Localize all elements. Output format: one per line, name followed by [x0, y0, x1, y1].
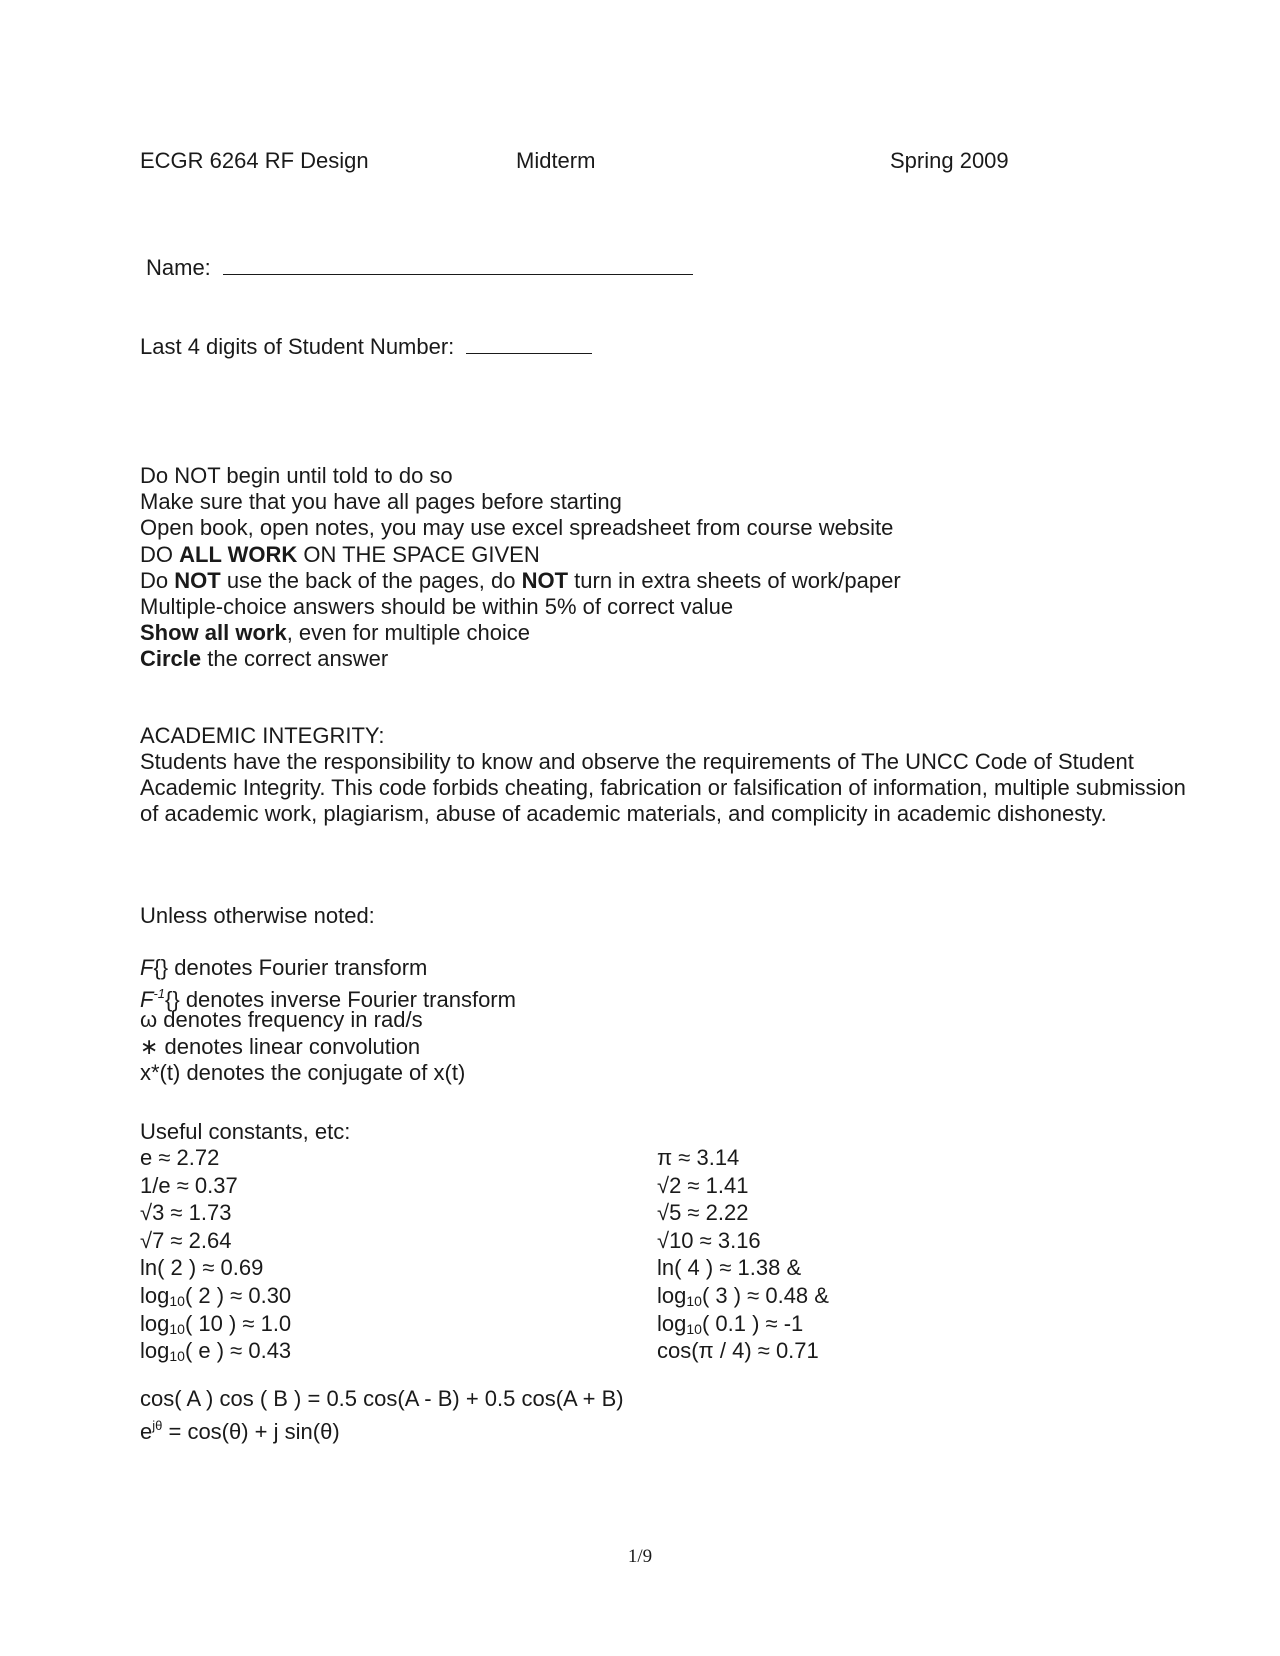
course-title: ECGR 6264 RF Design [140, 148, 369, 173]
student-number-blank[interactable] [466, 333, 592, 354]
text-run: ( 10 ) ≈ 1.0 [184, 1310, 292, 1336]
subscript: 10 [169, 1320, 185, 1337]
instruction-line: Open book, open notes, you may use excel spreadsheet from course website [140, 515, 894, 541]
bold-run: ALL WORK [179, 541, 298, 567]
page-number: 1/9 [627, 1546, 653, 1567]
student-number-field [140, 333, 592, 360]
notation-list [140, 955, 1200, 1086]
text-run: turn in extra sheets of work/paper [568, 567, 901, 593]
text-run: = cos(θ) + j sin(θ) [162, 1419, 340, 1444]
text-run: ( 2 ) ≈ 0.30 [184, 1282, 292, 1308]
identity-product: cos( A ) cos ( B ) = 0.5 cos(A - B) + 0.5 cos(A + B) [140, 1386, 624, 1411]
subscript: 10 [169, 1348, 185, 1365]
constant-item: cos(π / 4) ≈ 0.71 [657, 1338, 819, 1364]
term-label: Spring 2009 [890, 148, 1009, 173]
text-run: Do [140, 567, 175, 593]
integrity-heading: ACADEMIC INTEGRITY: [140, 723, 385, 748]
subscript: 10 [686, 1320, 702, 1337]
text-run: log [140, 1282, 170, 1308]
student-number-label: Last 4 digits of Student Number: [140, 334, 455, 359]
constant-item: √5 ≈ 2.22 [657, 1200, 749, 1226]
notation-line [140, 981, 1200, 1013]
text-run: e [140, 1419, 153, 1444]
text-run: ( 0.1 ) ≈ -1 [701, 1310, 804, 1336]
inverse-fourier-symbol: F [140, 987, 154, 1013]
subscript: 10 [169, 1292, 185, 1309]
constant-item: √2 ≈ 1.41 [657, 1172, 749, 1198]
instruction-line [140, 568, 1200, 594]
text-run: log [657, 1282, 687, 1308]
identity-euler [140, 1413, 340, 1445]
constant-item: ln( 4 ) ≈ 1.38 & [657, 1255, 802, 1281]
integrity-paragraph: Students have the responsibility to know and observe the requirements of The UNCC Code of Student Academic Integrity. This code forbids cheating, fabrication or falsification of information, multiple submission of academic work, plagiarism, abuse of academic materials, and complicity in academic dishonesty. [140, 749, 1186, 827]
constant-item: π ≈ 3.14 [657, 1145, 740, 1170]
text-run: use the back of the pages, do [220, 567, 522, 593]
constant-item: e ≈ 2.72 [140, 1145, 220, 1170]
superscript: jθ [152, 1418, 163, 1433]
constant-item [140, 1338, 291, 1366]
text-run: log [140, 1310, 170, 1336]
bold-run: NOT [174, 567, 221, 593]
text-run: , even for multiple choice [286, 620, 531, 646]
constants-right-column [657, 1145, 829, 1366]
constants-heading: Useful constants, etc: [140, 1119, 351, 1144]
text-run: the correct answer [201, 646, 389, 672]
notation-heading: Unless otherwise noted: [140, 903, 375, 928]
text-run: ON THE SPACE GIVEN [297, 541, 540, 567]
notation-line: ∗ denotes linear convolution [140, 1033, 421, 1059]
name-field [146, 254, 693, 281]
notation-line: ω denotes frequency in rad/s [140, 1007, 423, 1033]
constant-item: √10 ≈ 3.16 [657, 1227, 761, 1253]
instruction-line: Do NOT begin until told to do so [140, 463, 453, 488]
constant-item [657, 1311, 829, 1339]
instruction-line [140, 646, 1200, 672]
text-run: {} denotes inverse Fourier transform [165, 987, 516, 1013]
text-run: ( e ) ≈ 0.43 [184, 1338, 292, 1364]
text-run: log [140, 1338, 170, 1364]
constant-item: ln( 2 ) ≈ 0.69 [140, 1255, 264, 1281]
constants-left-column [140, 1145, 291, 1366]
instruction-line: Multiple-choice answers should be within 5% of correct value [140, 593, 734, 619]
instruction-line [140, 620, 1200, 646]
subscript: 10 [686, 1292, 702, 1309]
constant-item: 1/e ≈ 0.37 [140, 1172, 238, 1198]
constant-item [657, 1283, 829, 1311]
text-run: {} denotes Fourier transform [153, 955, 428, 980]
constant-item: √3 ≈ 1.73 [140, 1200, 232, 1226]
instruction-line [140, 542, 1200, 568]
text-run: log [657, 1310, 687, 1336]
notation-line: x*(t) denotes the conjugate of x(t) [140, 1059, 466, 1085]
constant-item: √7 ≈ 2.64 [140, 1227, 232, 1253]
instruction-line: Make sure that you have all pages before starting [140, 489, 622, 515]
constant-item [140, 1283, 291, 1311]
constants-table [140, 1145, 1200, 1365]
bold-run: Show all work [140, 620, 287, 646]
bold-run: NOT [521, 567, 569, 593]
bold-run: Circle [140, 646, 202, 672]
text-run: DO [140, 541, 180, 567]
constant-item [140, 1311, 291, 1339]
notation-line [140, 955, 1200, 981]
fourier-symbol: F [140, 955, 154, 980]
name-label: Name: [146, 255, 211, 280]
name-blank[interactable] [223, 254, 693, 275]
exam-title: Midterm [516, 148, 596, 173]
instructions [140, 463, 1200, 673]
text-run: ( 3 ) ≈ 0.48 & [701, 1282, 829, 1308]
superscript: -1 [153, 986, 166, 1002]
